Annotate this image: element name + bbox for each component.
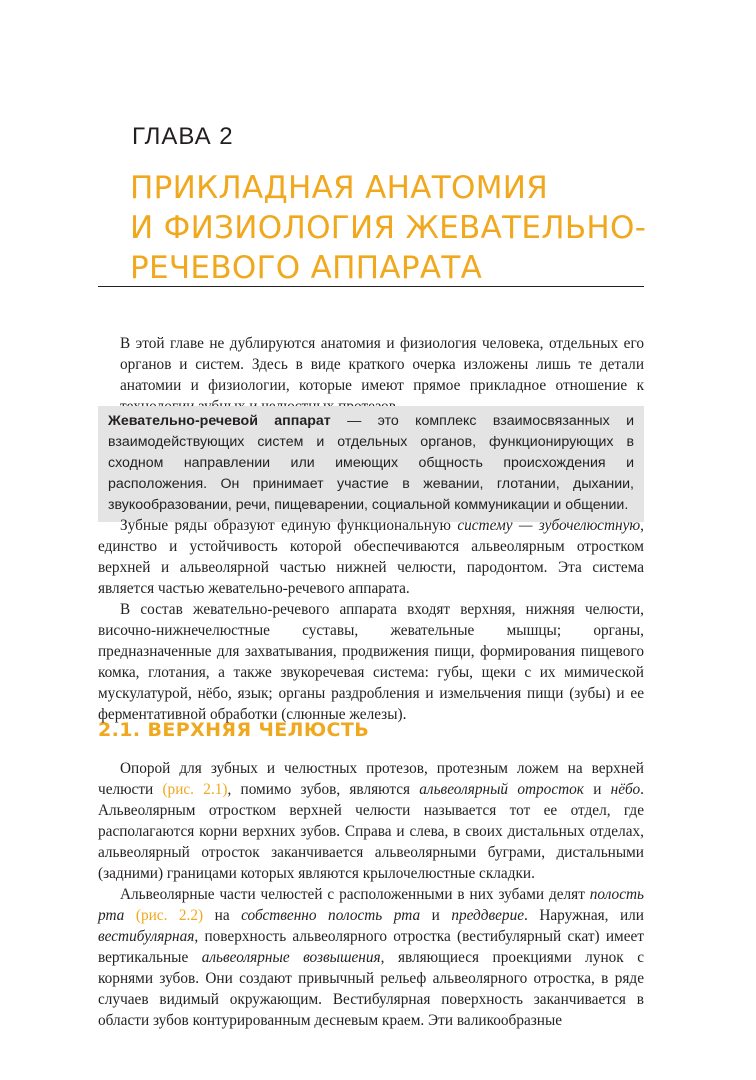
definition-text: — это комплекс взаимосвязанных и взаимодействующих систем и отдельных органов, функционирующих в сходном направлении или имеющих общность происхождения и расположения. Он принимает участие в жевании, глотании, дыхании, звукообразовании, речи, пищеварении, социальной коммуникации и общении. (108, 413, 634, 513)
intro-paragraph (98, 333, 644, 417)
paragraph-apparatus-composition: В состав жевательно-речевого аппарата входят верхняя, нижняя челюсти, височно-нижнечелюстные суставы, жевательные мышцы; органы, предназначенные для захватывания, продвижения пищи, формирования пищевого комка, глотания, а также звукоречевая система: губы, щеки с их мимической мускулатурой, нёбо, язык; органы раздробления и измельчения пищи (зубы) и ее ферментативной обработки (слюнные железы). (98, 601, 644, 723)
title-divider (98, 286, 644, 287)
chapter-title-line-1: ПРИКЛАДНАЯ АНАТОМИЯ (130, 170, 549, 206)
italic-term: альвеолярный отросток (419, 781, 584, 798)
text-run: и (583, 781, 611, 798)
paragraph-upper-jaw (98, 758, 644, 884)
chapter-label: ГЛАВА 2 (132, 123, 234, 150)
body-text-block-2 (98, 758, 644, 1031)
paragraph-dental-system (98, 515, 644, 599)
text-run: Зубные ряды образуют единую функциональную (120, 517, 458, 534)
body-text-block-1 (98, 515, 644, 725)
italic-term: полость рта (98, 886, 644, 924)
italic-term: собственно полость рта (241, 907, 421, 924)
text-run (124, 907, 136, 924)
italic-term: вестибулярная (98, 928, 195, 945)
figure-ref-link[interactable]: (рис. 2.1) (162, 781, 228, 798)
text-run: и (420, 907, 452, 924)
text-run: , являющиеся проекциями лунок с корнями зубов. Они создают привычный рельеф альвеолярного отростка, в ряде случаев видимый окружающим. Вестибулярная поверхность заканчивается в области зубов контурированным десневым краем. Эти валикообразные (98, 949, 644, 1029)
italic-term: систему — зубочелюстную (457, 517, 641, 534)
definition-term: Жевательно-речевой аппарат (108, 413, 331, 429)
text-run: Опорой для зубных и челюстных протезов, протезным ложем на верхней челюсти (98, 760, 644, 798)
chapter-title-line-2: И ФИЗИОЛОГИЯ ЖЕВАТЕЛЬНО- (130, 210, 647, 246)
text-run: , единство и устойчивость которой обеспечиваются альвеолярным отростком верхней и альвеолярной частью нижней челюсти, пародонтом. Эта система является частью жевательно-речевого аппарата. (98, 517, 644, 597)
definition-box (98, 406, 644, 522)
text-run: на (203, 907, 242, 924)
paragraph-alveolar-parts (98, 884, 644, 1031)
text-run: . Наружная, или (524, 907, 644, 924)
italic-term: нёбо (610, 781, 641, 798)
section-title: 2.1. ВЕРХНЯЯ ЧЕЛЮСТЬ (98, 719, 370, 741)
figure-ref-link[interactable]: (рис. 2.2) (135, 907, 204, 924)
intro-text: В этой главе не дублируются анатомия и физиология человека, отдельных его органов и систем. Здесь в виде краткого очерка изложены лишь те детали анатомии и физиологии, которые имеют прямое прикладное отношение к (120, 335, 644, 394)
text-run: , помимо зубов, являются (227, 781, 420, 798)
chapter-title-line-3: РЕЧЕВОГО АППАРАТА (130, 250, 483, 286)
italic-term: преддверие (451, 907, 525, 924)
text-run: . Альвеолярным отростком верхней челюсти называется тот ее отдел, где располагаются корни верхних зубов. Справа и слева, в своих дистальных отделах, альвеолярный отросток заканчивается альвеолярными буграми, дистальными (задними) границами которых являются крылочелюстные складки. (98, 781, 644, 882)
chapter-title (130, 168, 650, 288)
text-run: , поверхность альвеолярного отростка (вестибулярный скат) имеет вертикальные (98, 928, 644, 966)
text-run: Альвеолярные части челюстей с расположенными в них зубами делят (120, 886, 590, 903)
italic-term: альвеолярные возвышения (201, 949, 381, 966)
